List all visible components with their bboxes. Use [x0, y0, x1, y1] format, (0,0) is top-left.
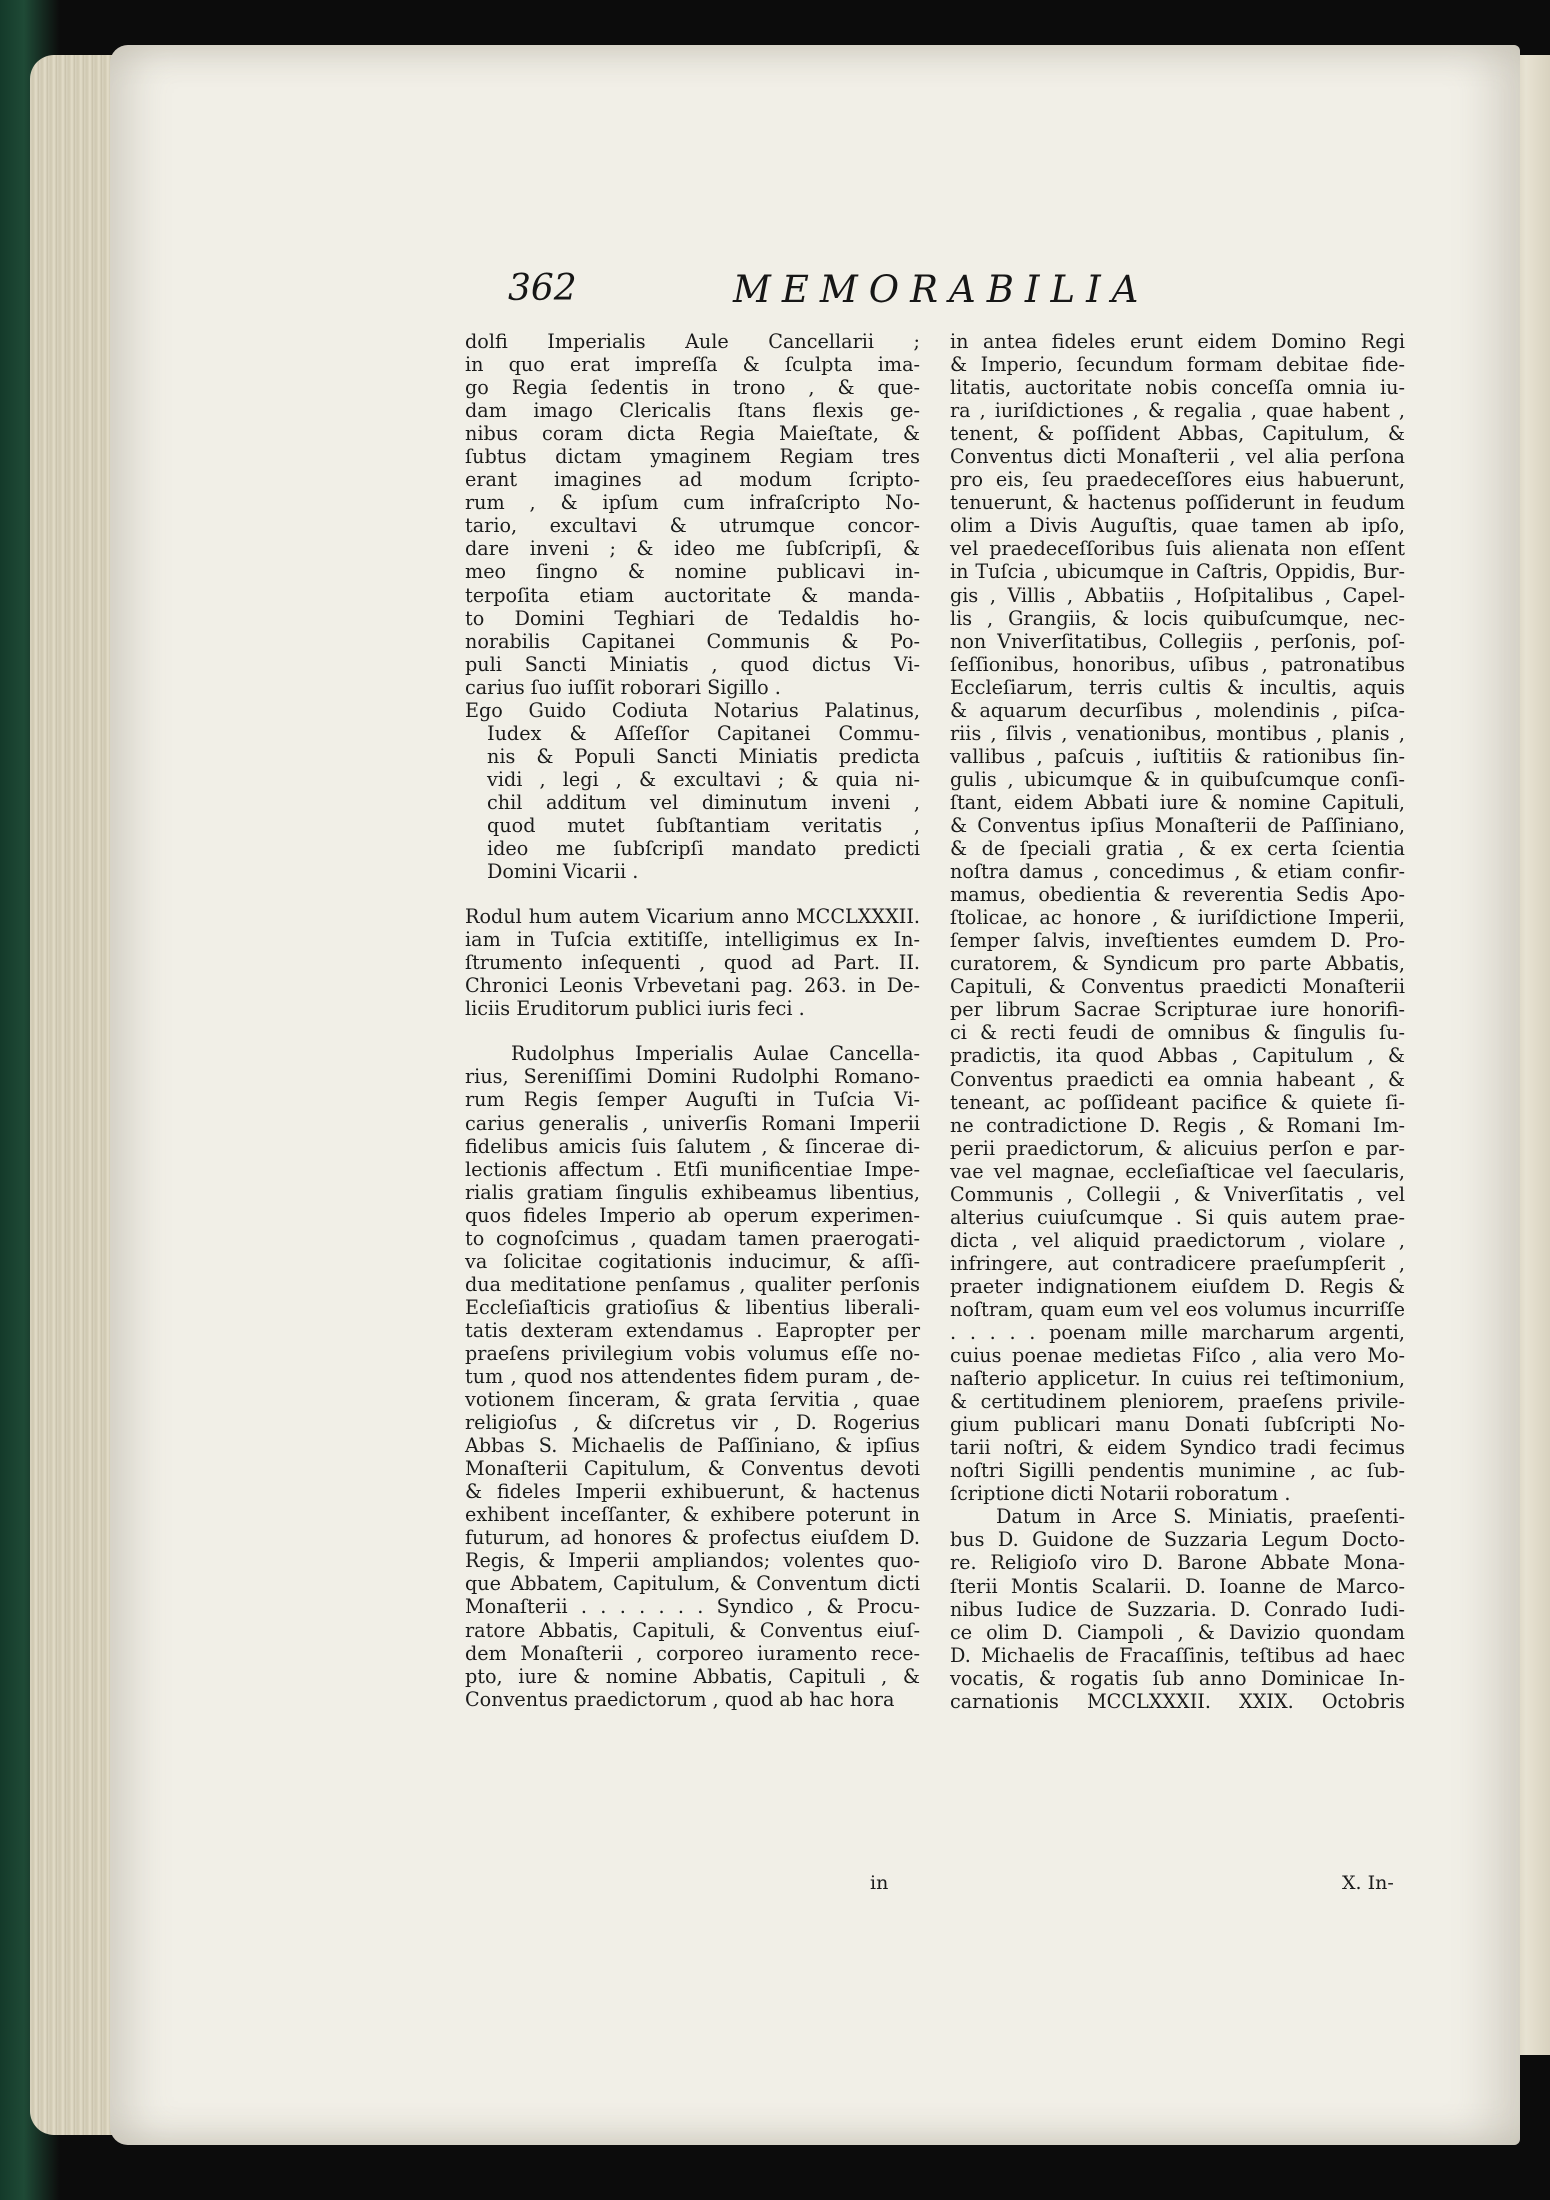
right-column-line: D. Michaelis de Fracaſſinis, teſtibus ad haec — [950, 1643, 1405, 1667]
left-column-line: ratore Abbatis, Capituli, & Conventus eiuſ- — [465, 1618, 920, 1642]
left-column-line: futurum, ad honores & profectus eiuſdem D. — [465, 1526, 920, 1550]
left-column-line: praeſens privilegium vobis volumus eſſe no- — [465, 1341, 920, 1365]
left-column-line: nis & Populi Sancti Miniatis predicta — [487, 744, 920, 768]
right-column-line: olim a Divis Auguſtis, quae tamen ab ipſo, — [950, 514, 1405, 538]
right-column-line: Conventus praedicti ea omnia habeant , & — [950, 1067, 1405, 1091]
left-column-line: religioſus , & diſcretus vir , D. Rogerius — [465, 1411, 920, 1435]
right-column-line: in antea fideles erunt eidem Domino Regi — [950, 330, 1405, 353]
right-column-line: alterius cuiuſcumque . Si quis autem prae- — [950, 1205, 1405, 1229]
left-column-line: quod mutet ſubſtantiam veritatis , — [487, 813, 920, 837]
right-column-line: teneant, ac poſſideant pacifice & quiete ſi- — [950, 1090, 1405, 1114]
right-column-line: vel praedeceſſoribus ſuis alienata non eſſent — [950, 537, 1405, 561]
right-column-line: per librum Sacrae Scripturae iure honorifi- — [950, 998, 1405, 1022]
right-column-line: gium publicari manu Donati ſubſcripti No- — [950, 1413, 1405, 1437]
right-column-line: bus D. Guidone de Suzzaria Legum Docto- — [950, 1528, 1405, 1552]
left-column — [465, 330, 920, 1711]
right-column-line: naſterio applicetur. In cuius rei teſtimonium, — [950, 1367, 1405, 1391]
right-column-line: & aquarum decurſibus , molendinis , piſca- — [950, 698, 1405, 722]
right-column-line: infringere, aut contradicere praeſumpſerit , — [950, 1251, 1405, 1275]
left-column-line: Rodul hum autem Vicarium anno MCCLXXXII. — [465, 905, 920, 929]
left-column-line: meo ſingno & nomine publicavi in- — [465, 560, 920, 584]
right-column-line: & de ſpeciali gratia , & ex certa ſcientia — [950, 837, 1405, 861]
left-column-line: vidi , legi , & excultavi ; & quia ni- — [487, 767, 920, 791]
right-column-line: & Imperio, ſecundum formam debitae fide- — [950, 353, 1405, 377]
right-column-line: Eccleſiarum, terris cultis & incultis, aquis — [950, 675, 1405, 699]
right-column-line: Conventus dicti Monaſterii , vel alia perſona — [950, 445, 1405, 469]
left-column-line: lectionis affectum . Etſi munificentiae Impe- — [465, 1157, 920, 1181]
left-column-line: rum , & ipſum cum infraſcripto No- — [465, 491, 920, 515]
left-column-line: dam imago Clericalis ſtans flexis ge- — [465, 399, 920, 423]
left-column-line: Chronici Leonis Vrbevetani pag. 263. in De- — [465, 974, 920, 998]
right-column-line: Datum in Arce S. Miniatis, praeſenti- — [996, 1505, 1405, 1529]
left-column-line: dem Monaſterii , corporeo iuramento rece- — [465, 1641, 920, 1665]
right-column-line: lis , Grangiis, & locis quibuſcumque, nec- — [950, 606, 1405, 630]
right-column-line: non Vniverſitatibus, Collegiis , perſonis, poſ- — [950, 629, 1405, 653]
left-column-line: ideo me ſubſcripſi mandato predicti — [487, 837, 920, 861]
right-column-line: gis , Villis , Abbatiis , Hoſpitalibus , Capel- — [950, 583, 1405, 607]
left-column-line: Monaſterii . . . . . . . Syndico , & Procu- — [465, 1595, 920, 1619]
left-column-line: Iudex & Aſſeſſor Capitanei Commu- — [487, 721, 920, 745]
left-column-line: rialis gratiam ſingulis exhibeamus libentius, — [465, 1180, 920, 1204]
right-column-line: litatis, auctoritate nobis conceſſa omnia iu- — [950, 376, 1405, 400]
left-column-line: Rudolphus Imperialis Aulae Cancella- — [511, 1042, 920, 1066]
right-column-line: tenent, & poſſident Abbas, Capitulum, & — [950, 422, 1405, 446]
left-column-line: puli Sancti Miniatis , quod dictus Vi- — [465, 652, 920, 676]
right-column-line: riis , ſilvis , venationibus, montibus , planis , — [950, 721, 1405, 745]
right-column-line: & Conventus ipſius Monaſterii de Paſſiniano, — [950, 813, 1405, 837]
right-column-line: pro eis, ſeu praedeceſſores eius habuerunt, — [950, 468, 1405, 492]
left-column-line: exhibent inceſſanter, & exhibere poterunt in — [465, 1503, 920, 1527]
left-column-line: rum Regis ſemper Auguſti in Tuſcia Vi- — [465, 1088, 920, 1112]
right-column-line: praeter indignationem eiuſdem D. Regis & — [950, 1274, 1405, 1298]
left-column-line: dua meditatione penſamus , qualiter perſonis — [465, 1272, 920, 1296]
left-column-line: tario, excultavi & utrumque concor- — [465, 514, 920, 538]
left-column-line: quos fideles Imperio ab operum experimen- — [465, 1203, 920, 1227]
catchword-left: in — [870, 1872, 889, 1894]
left-column-line: Domini Vicarii . — [487, 860, 639, 884]
left-column-line: terpoſita etiam auctoritate & manda- — [465, 583, 920, 607]
left-column-line: rius, Sereniſſimi Domini Rudolphi Romano- — [465, 1065, 920, 1089]
left-column-line: carius ſuo iuſſit roborari Sigillo . — [465, 675, 781, 699]
running-title: MEMORABILIA — [733, 268, 1150, 311]
right-column-line: mamus, obedientia & reverentia Sedis Apo- — [950, 883, 1405, 907]
page-header — [508, 268, 1408, 318]
left-column-line: chil additum vel diminutum inveni , — [487, 790, 920, 814]
right-column-line: ſeſſionibus, honoribus, uſibus , patronatibus — [950, 652, 1405, 676]
left-column-line: carius generalis , univerſis Romani Imperii — [465, 1111, 920, 1135]
right-column-line: gulis , ubicumque & in quibuſcumque conſi- — [950, 767, 1405, 791]
right-column-line: ſtolicae, ac honore , & iuriſdictione Imperii, — [950, 906, 1405, 930]
right-column-line: . . . . . poenam mille marcharum argenti, — [950, 1321, 1405, 1345]
left-column-line: Conventus praedictorum , quod ab hac hora — [465, 1687, 895, 1711]
left-column-line: Regis, & Imperii ampliandos; volentes quo- — [465, 1549, 920, 1573]
right-column-line: ſemper ſalvis, inveſtientes eumdem D. Pro- — [950, 929, 1405, 953]
left-column-line: nibus coram dicta Regia Maieſtate, & — [465, 422, 920, 446]
right-column-line: ne contradictione D. Regis , & Romani Im- — [950, 1113, 1405, 1137]
left-column-line: Monaſterii Capitulum, & Conventus devoti — [465, 1457, 920, 1481]
catchword-right: X. In- — [1342, 1872, 1394, 1894]
right-column-line: ra , iuriſdictiones , & regalia , quae habent , — [950, 399, 1405, 423]
left-column-line: votionem ſinceram, & grata ſervitia , quae — [465, 1388, 920, 1412]
left-column-line: tatis dexteram extendamus . Eapropter per — [465, 1318, 920, 1342]
right-column-line: noſtra damus , concedimus , & etiam confir- — [950, 860, 1405, 884]
left-column-line: tum , quod nos attendentes fidem puram , de- — [465, 1365, 920, 1389]
left-column-line: dare inveni ; & ideo me ſubſcripſi, & — [465, 537, 920, 561]
right-column-line: cuius poenae medietas Fiſco , alia vero Mo- — [950, 1344, 1405, 1368]
right-column-line: re. Religioſo viro D. Barone Abbate Mona- — [950, 1551, 1405, 1575]
right-column-line: nibus Iudice de Suzzaria. D. Conrado Iudi- — [950, 1597, 1405, 1621]
right-column-line: pradictis, ita quod Abbas , Capitulum , & — [950, 1044, 1405, 1068]
right-column-line: tarii noſtri, & eidem Syndico tradi fecimus — [950, 1436, 1405, 1460]
left-column-line: dolfi Imperialis Aule Cancellarii ; — [465, 330, 920, 353]
right-column-line: noſtri Sigilli pendentis munimine , ac ſub- — [950, 1459, 1405, 1483]
page-number: 362 — [508, 268, 577, 309]
left-column-line: norabilis Capitanei Communis & Po- — [465, 629, 920, 653]
left-column-line: erant imagines ad modum ſcripto- — [465, 468, 920, 492]
left-column-line: Ego Guido Codiuta Notarius Palatinus, — [465, 698, 920, 722]
right-column-line: ſterii Montis Scalarii. D. Ioanne de Marco- — [950, 1574, 1405, 1598]
left-column-line: to Domini Teghiari de Tedaldis ho- — [465, 606, 920, 630]
left-column-line: va ſolicitae cogitationis inducimur, & aſſi- — [465, 1249, 920, 1273]
right-column-line: ce olim D. Ciampoli , & Davizio quondam — [950, 1620, 1405, 1644]
right-column-line: vae vel magnae, eccleſiaſticae vel ſaecularis, — [950, 1159, 1405, 1183]
right-column-line: perii praedictorum, & alicuius perſon e par- — [950, 1136, 1405, 1160]
right-column-line: noſtram, quam eum vel eos volumus incurriſſe — [950, 1297, 1405, 1321]
left-column-line: in quo erat impreſſa & ſculpta ima- — [465, 353, 920, 377]
left-column-line: Eccleſiaſticis gratioſius & libentius liberali- — [465, 1295, 920, 1319]
right-column-line: dicta , vel aliquid praedictorum , violare , — [950, 1228, 1405, 1252]
left-column-line: liciis Eruditorum publici iuris feci . — [465, 997, 805, 1021]
right-column-line: & certitudinem pleniorem, praeſens privile- — [950, 1390, 1405, 1414]
right-column-line: tenuerunt, & hactenus poſſiderunt in feudum — [950, 491, 1405, 515]
right-column-line: carnationis MCCLXXXII. XXIX. Octobris — [950, 1689, 1405, 1713]
right-column-line: curatorem, & Syndicum pro parte Abbatis, — [950, 952, 1405, 976]
right-column-line: vallibus , paſcuis , iuſtitiis & rationibus ſin- — [950, 744, 1405, 768]
right-column-line: in Tuſcia , ubicumque in Caſtris, Oppidis, Bur- — [950, 560, 1405, 584]
left-column-line: ſubtus dictam ymaginem Regiam tres — [465, 445, 920, 469]
right-column-line: Communis , Collegii , & Vniverſitatis , vel — [950, 1182, 1405, 1206]
right-column-line: vocatis, & rogatis ſub anno Dominicae In- — [950, 1666, 1405, 1690]
right-column-line: Capituli, & Conventus praedicti Monaſterii — [950, 975, 1405, 999]
left-column-line: que Abbatem, Capitulum, & Conventum dicti — [465, 1572, 920, 1596]
left-column-line: go Regia ſedentis in trono , & que- — [465, 376, 920, 400]
left-column-line: & fideles Imperii exhibuerunt, & hactenus — [465, 1480, 920, 1504]
left-column-line: pto, iure & nomine Abbatis, Capituli , & — [465, 1664, 920, 1688]
right-column-line: ſcriptione dicti Notarii roboratum . — [950, 1482, 1291, 1506]
left-column-line: Abbas S. Michaelis de Paſſiniano, & ipſius — [465, 1434, 920, 1458]
left-column-line: ſtrumento inſequenti , quod ad Part. II. — [465, 951, 920, 975]
right-column-line: ci & recti feudi de omnibus & ſingulis ſu- — [950, 1021, 1405, 1045]
left-column-line: fidelibus amicis ſuis ſalutem , & ſincerae di- — [465, 1134, 920, 1158]
left-column-line: to cognoſcimus , quadam tamen praerogati- — [465, 1226, 920, 1250]
right-column — [950, 330, 1405, 1713]
right-column-line: ſtant, eidem Abbati iure & nomine Capituli, — [950, 790, 1405, 814]
left-column-line: iam in Tuſcia extitiſſe, intelligimus ex In- — [465, 928, 920, 952]
